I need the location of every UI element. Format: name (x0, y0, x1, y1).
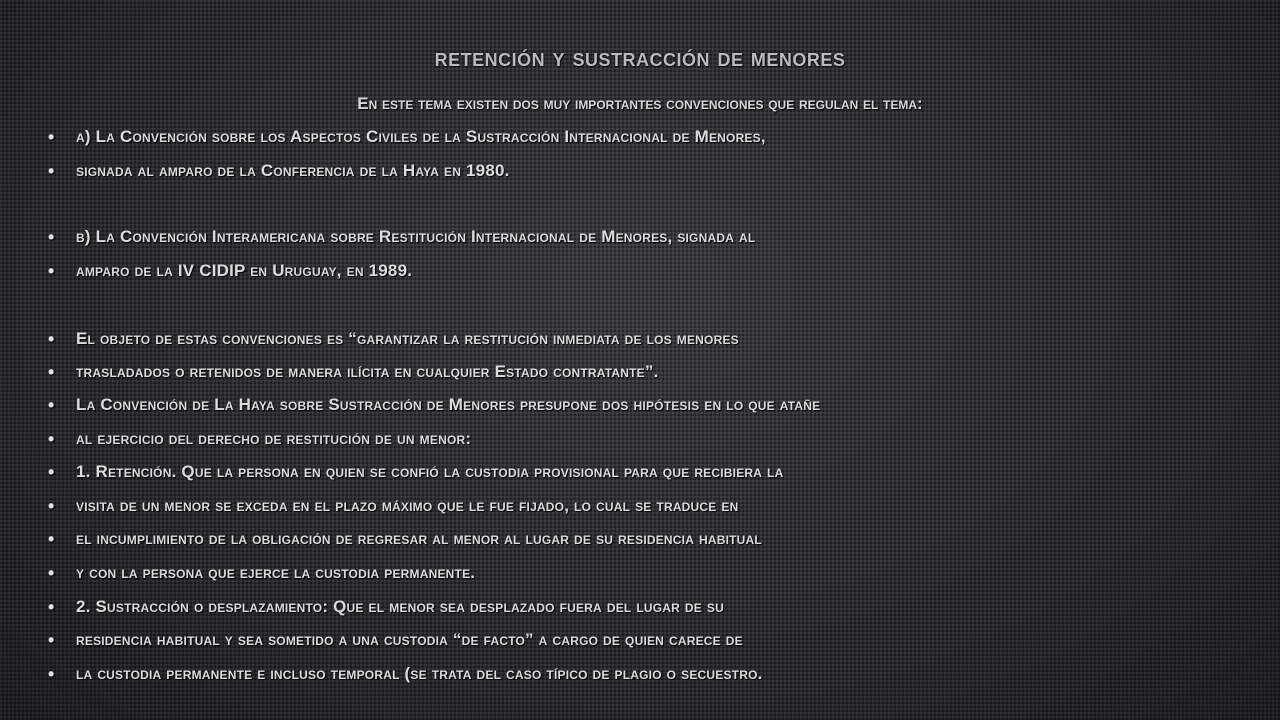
bullet-item (48, 124, 766, 150)
bullet-text: 1. Retención. Que la persona en quien se confió la custodia provisional para que recibiera la (76, 462, 784, 481)
slide-subtitle: En este tema existen dos muy importantes convenciones que regulan el tema: (357, 94, 923, 113)
bullet-text: amparo de la IV CIDIP en Uruguay, en 1989. (76, 261, 413, 280)
bullet-text: visita de un menor se exceda en el plazo máximo que le fue fijado, lo cual se traduce en (76, 496, 739, 515)
bullet-item (48, 426, 471, 452)
bullet-text: la custodia permanente e incluso temporal (se trata del caso típico de plagio o secuestro. (76, 664, 763, 683)
bullet-icon: • (48, 126, 55, 147)
bullet-item (48, 526, 762, 552)
bullet-item (48, 627, 743, 653)
bullet-item (48, 258, 412, 284)
bullet-item (48, 661, 763, 687)
bullet-text: al ejercicio del derecho de restitución de un menor: (76, 429, 472, 448)
bullet-icon: • (48, 596, 55, 617)
bullet-item (48, 493, 738, 519)
bullet-icon: • (48, 226, 55, 247)
bullet-item (48, 594, 724, 620)
bullet-icon: • (48, 663, 55, 684)
bullet-text: b) La Convención Interamericana sobre Restitución Internacional de Menores, signada al (76, 227, 756, 246)
bullet-icon: • (48, 328, 55, 349)
bullet-text: signada al amparo de la Conferencia de la Haya en 1980. (76, 161, 510, 180)
bullet-icon: • (48, 461, 55, 482)
bullet-text: trasladados o retenidos de manera ilícita en cualquier Estado contratante”. (76, 362, 659, 381)
bullet-item (48, 158, 510, 184)
bullet-icon: • (48, 260, 55, 281)
bullet-text: residencia habitual y sea sometido a una custodia “de facto” a cargo de quien carece de (76, 630, 743, 649)
bullet-text: La Convención de La Haya sobre Sustracción de Menores presupone dos hipótesis en lo que atañe (76, 395, 821, 414)
bullet-icon: • (48, 160, 55, 181)
bullet-text: a) La Convención sobre los Aspectos Civiles de la Sustracción Internacional de Menores, (76, 127, 766, 146)
bullet-item (48, 359, 659, 385)
bullet-icon: • (48, 428, 55, 449)
bullet-text: 2. Sustracción o desplazamiento: Que el menor sea desplazado fuera del lugar de su (76, 597, 724, 616)
bullet-icon: • (48, 361, 55, 382)
bullet-icon: • (48, 495, 55, 516)
bullet-item (48, 560, 475, 586)
bullet-item (48, 459, 783, 485)
bullet-icon: • (48, 528, 55, 549)
bullet-icon: • (48, 629, 55, 650)
bullet-item (48, 392, 820, 418)
bullet-text: el incumplimiento de la obligación de regresar al menor al lugar de su residencia habitual (76, 529, 762, 548)
bullet-item (48, 326, 739, 352)
bullet-text: y con la persona que ejerce la custodia permanente. (76, 563, 476, 582)
bullet-icon: • (48, 562, 55, 583)
bullet-icon: • (48, 394, 55, 415)
bullet-text: El objeto de estas convenciones es “garantizar la restitución inmediata de los menores (76, 329, 739, 348)
slide-title: retención y sustracción de menores (434, 44, 846, 72)
bullet-item (48, 224, 755, 250)
